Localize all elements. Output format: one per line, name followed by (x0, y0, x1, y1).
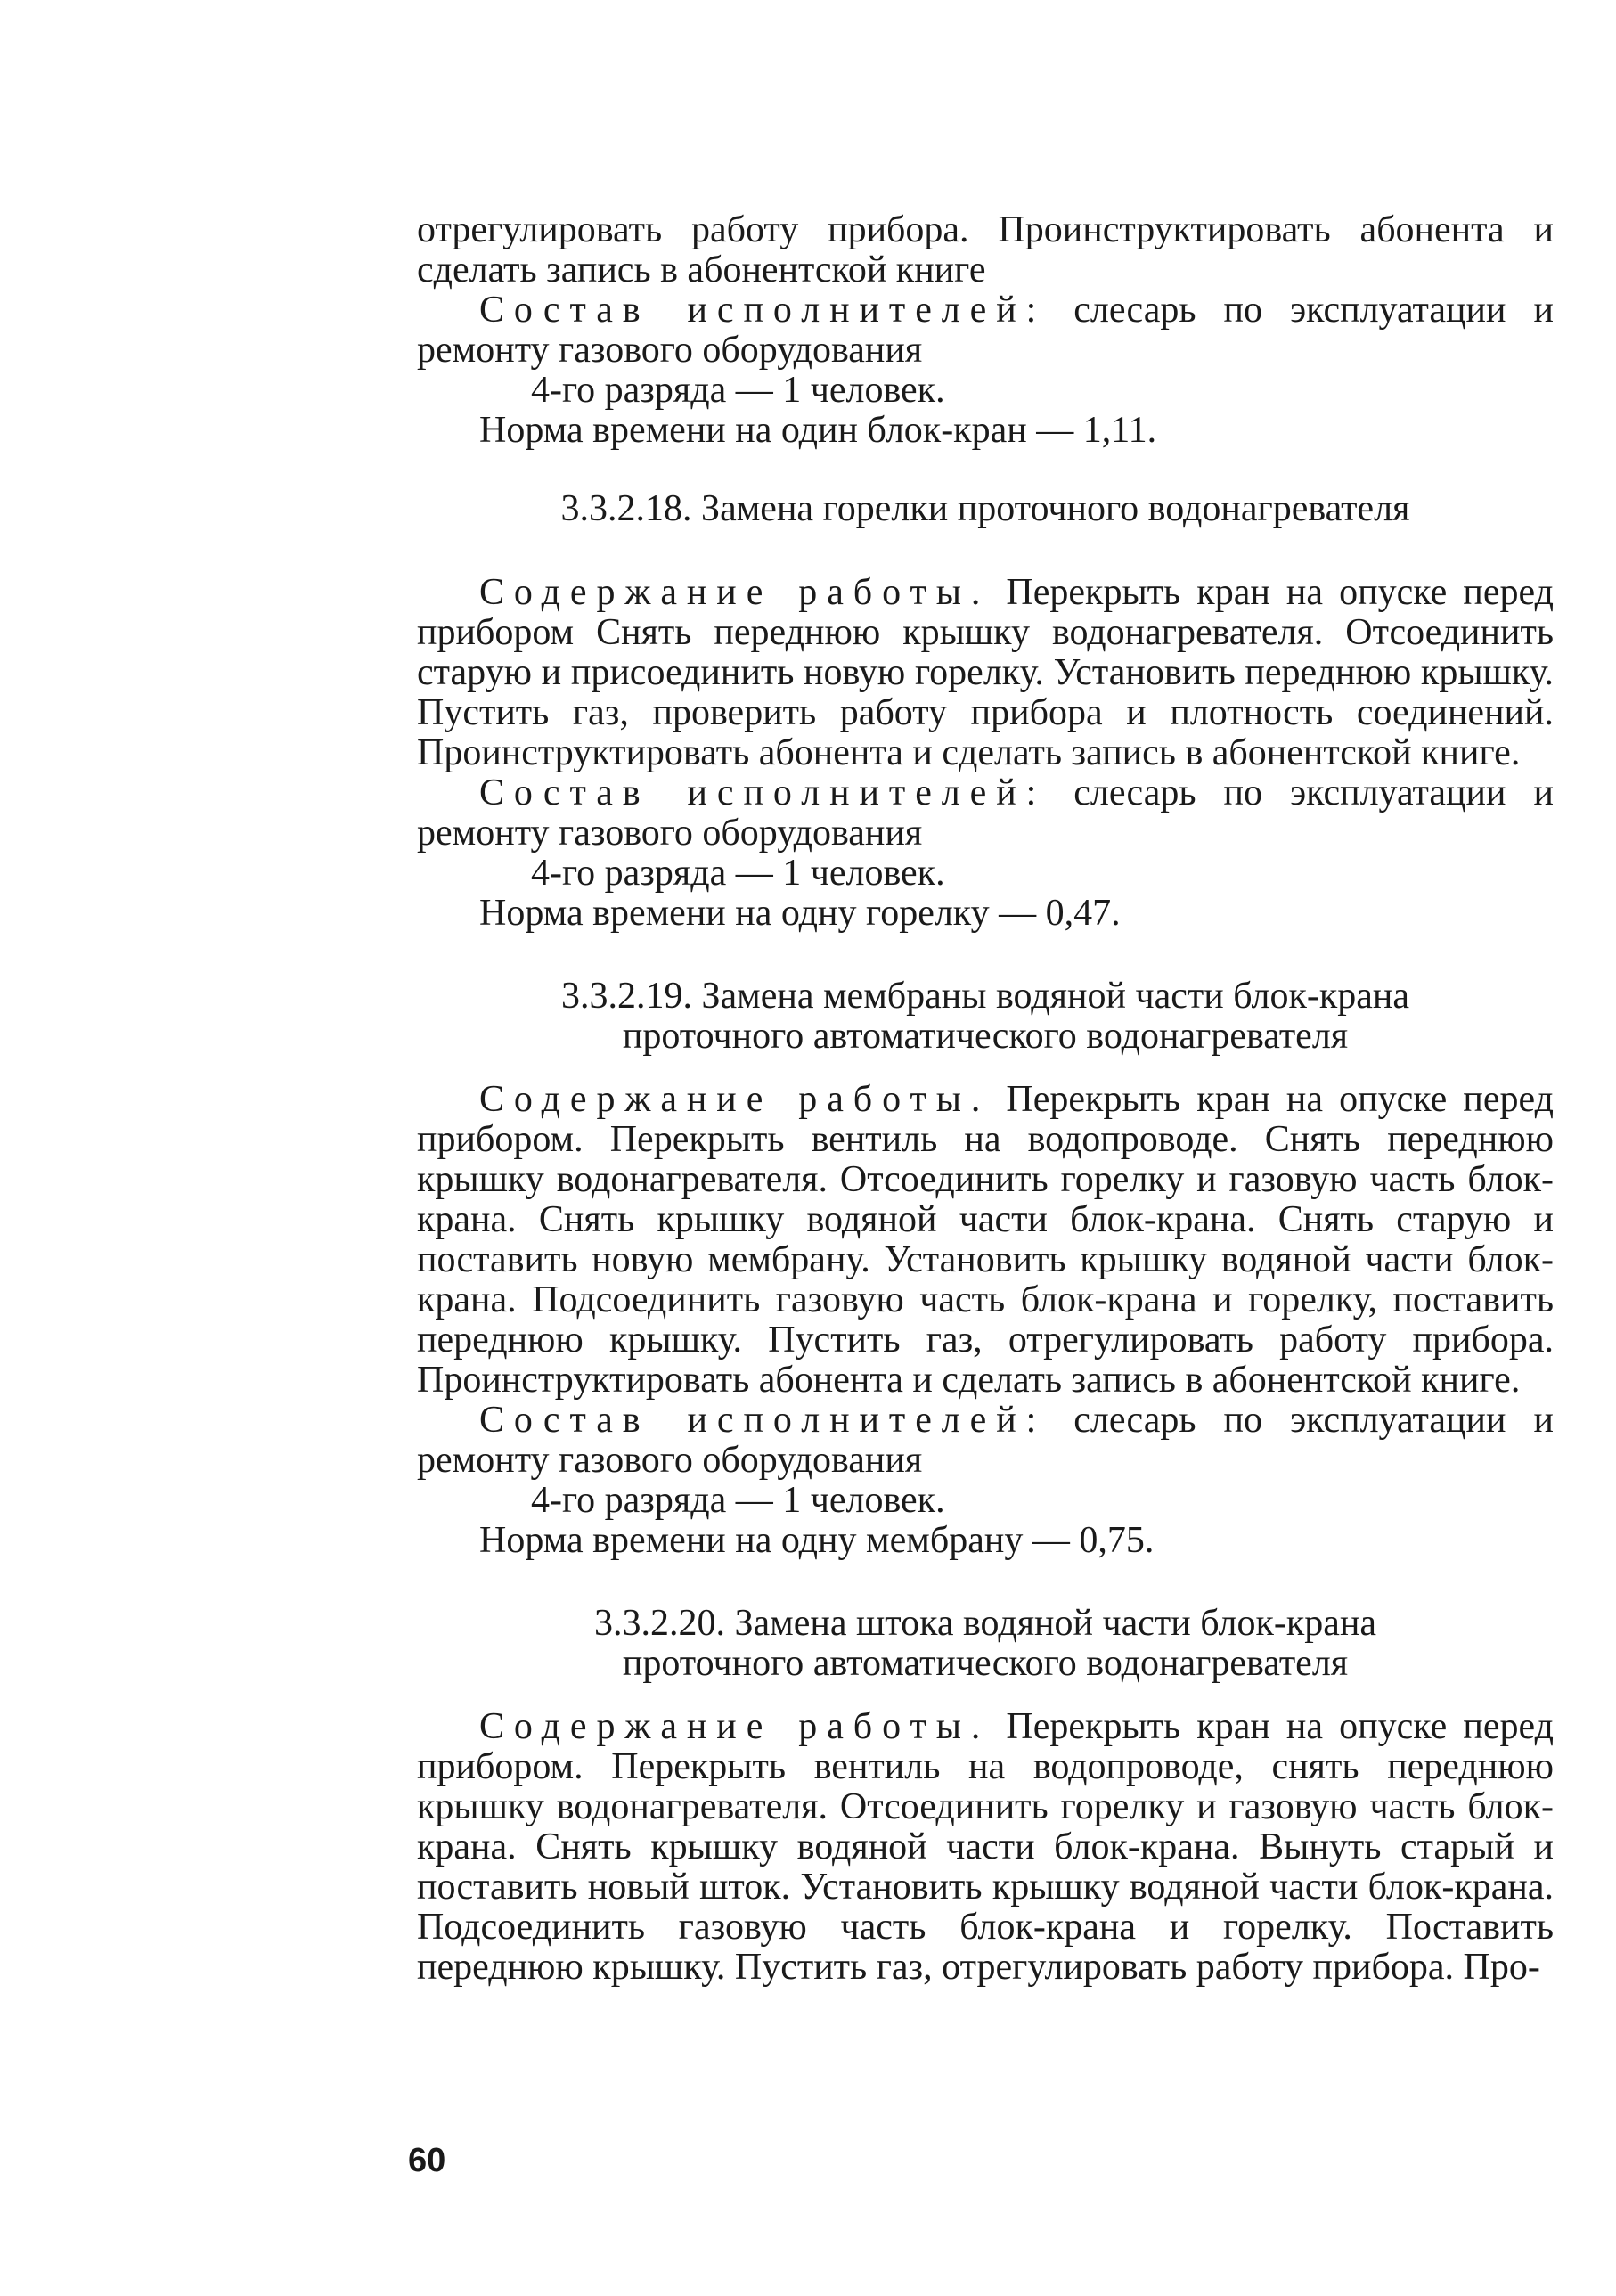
section-19-norm: Норма времени на одну мембрану — 0,75. (479, 1520, 1155, 1561)
section-18-staff-text: слесарь по эксплуатации и ремонту газового оборудования (417, 772, 1555, 854)
intro-norm: Норма времени на один блок-кран — 1,11. (479, 410, 1157, 451)
section-19-staff-text: слесарь по эксплуатации и ремонту газового оборудования (417, 1400, 1555, 1481)
page-number: 60 (408, 2142, 446, 2179)
section-19-content (417, 1080, 1554, 1401)
section-19-content-label: Содержание работы. (479, 1079, 991, 1120)
section-18-content-label: Содержание работы. (479, 572, 991, 613)
section-18-content (417, 573, 1554, 773)
section-heading-18: 3.3.2.18. Замена горелки проточного водонагревателя (560, 488, 1410, 529)
section-heading-19-line1: 3.3.2.19. Замена мембраны водяной части блок-крана (560, 976, 1410, 1017)
section-18-norm: Норма времени на одну горелку — 0,47. (479, 893, 1121, 934)
section-19-staff (417, 1401, 1554, 1481)
section-18-staff-label: Состав исполнителей: (479, 772, 1047, 813)
section-heading-20 (417, 1604, 1554, 1684)
section-heading-20-line1: 3.3.2.20. Замена штока водяной части блок-крана (593, 1603, 1377, 1644)
section-heading-19 (417, 976, 1554, 1057)
section-20-content-label: Содержание работы. (479, 1706, 991, 1747)
section-18-content-text: Перекрыть кран на опуске перед прибором Снять переднюю крышку водонагревателя. Отсоединить старую и присоединить новую горелку. Установить переднюю крышку. Пустить газ, проверить работу прибора и плотность соединений. Проинструктировать абонента и сделать запись в абонентской книге. (417, 572, 1554, 773)
section-19-rank: 4-го разряда — 1 человек. (531, 1480, 945, 1521)
intro-rank: 4-го разряда — 1 человек. (531, 370, 945, 411)
intro-staff-text: слесарь по эксплуатации и ремонту газового оборудования (417, 290, 1555, 371)
intro-staff-label: Состав исполнителей: (479, 290, 1047, 331)
section-18-rank: 4-го разряда — 1 человек. (531, 853, 945, 894)
section-20-content (417, 1707, 1554, 1988)
section-19-content-text: Перекрыть кран на опуске перед прибором. Перекрыть вентиль на водопроводе. Снять переднюю крышку водонагревателя. Отсоединить горелку и газовую часть блок-крана. Снять крышку водяной части блок-крана. Снять старую и поставить новую мембрану. Установить крышку водяной части блок-крана. Подсоединить газовую часть блок-крана и горелку, поставить переднюю крышку. Пустить газ, отрегулировать работу прибора. Проинструктировать абонента и сделать запись в абонентской книге. (417, 1079, 1554, 1401)
intro-paragraph: отрегулировать работу прибора. Проинструктировать абонента и сделать запись в абонентской книге (417, 209, 1554, 290)
section-heading-19-line2: проточного автоматического водонагревателя (622, 1016, 1349, 1057)
section-18-staff (417, 773, 1554, 854)
section-20-content-text: Перекрыть кран на опуске перед прибором. Перекрыть вентиль на водопроводе, снять переднюю крышку водонагревателя. Отсоединить горелку и газовую часть блок-крана. Снять крышку водяной части блок-крана. Вынуть старый и поставить новый шток. Установить крышку водяной части блок-крана. Подсоединить газовую часть блок-крана и горелку. Поставить переднюю крышку. Пустить газ, отрегулировать работу прибора. Про- (417, 1706, 1554, 1988)
section-19-staff-label: Состав исполнителей: (479, 1400, 1047, 1441)
section-heading-20-line2: проточного автоматического водонагревателя (622, 1643, 1349, 1684)
intro-staff (417, 290, 1554, 371)
page-body (417, 210, 1554, 1988)
